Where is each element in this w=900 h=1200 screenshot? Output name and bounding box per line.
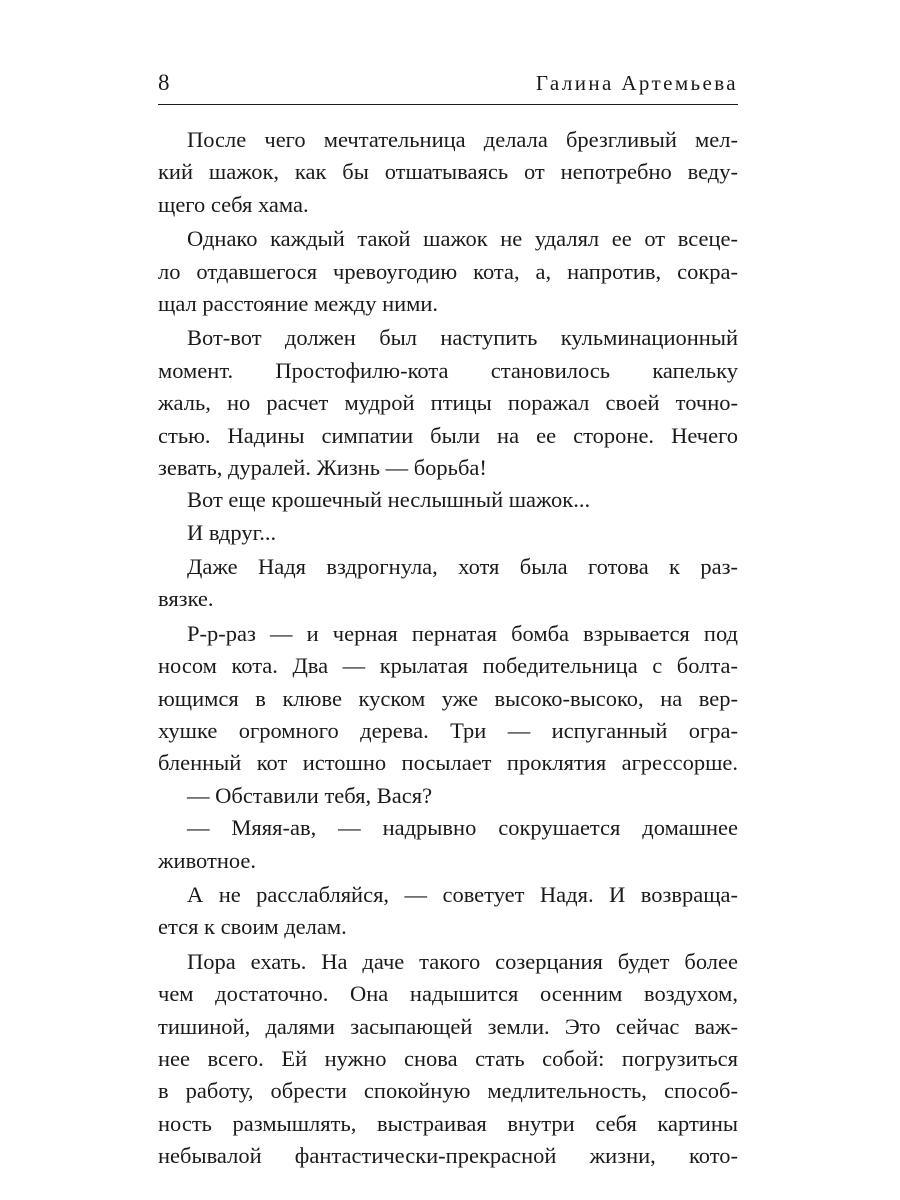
text-line: тишиной, далями засыпающей земли. Это сейчас важ- bbox=[158, 1013, 738, 1039]
text-line: — Мяяя-ав, — надрывно сокрушается домашнее bbox=[187, 815, 738, 841]
text-line: момент. Простофилю-кота становилось капельку bbox=[158, 357, 738, 383]
header-rule bbox=[158, 104, 738, 105]
text-line: Вот еще крошечный неслышный шажок... bbox=[187, 487, 591, 513]
text-line: зевать, дуралей. Жизнь — борьба! bbox=[158, 454, 487, 480]
text-line: нее всего. Ей нужно снова стать собой: погрузиться bbox=[158, 1045, 738, 1071]
text-line: И вдруг... bbox=[187, 519, 277, 545]
text-line: Однако каждый такой шажок не удалял ее от всеце- bbox=[187, 226, 738, 252]
text-line: стью. Надины симпатии были на ее стороне. Нечего bbox=[158, 422, 738, 448]
text-line: щего себя хама. bbox=[158, 191, 309, 217]
text-line: После чего мечтательница делала брезгливый мел- bbox=[187, 127, 738, 152]
text-line: ло отдавшегося чревоугодию кота, а, напротив, сокра- bbox=[158, 258, 738, 284]
text-line: бленный кот истошно посылает проклятия агрессорше. bbox=[158, 750, 738, 776]
text-line: животное. bbox=[158, 847, 257, 873]
text-line: щал расстояние между ними. bbox=[158, 290, 439, 316]
page-number: 8 bbox=[158, 70, 170, 95]
text-line: ющимся в клюве куском уже высоко-высоко, на вер- bbox=[158, 685, 738, 711]
text-line: Пора ехать. На даче такого созерцания будет более bbox=[187, 948, 738, 974]
text-line: носом кота. Два — крылатая победительница с болта- bbox=[158, 653, 738, 679]
text-line: Р-р-раз — и черная пернатая бомба взрывается под bbox=[187, 620, 738, 646]
text-line: жаль, но расчет мудрой птицы поражал своей точно- bbox=[158, 390, 738, 416]
text-line: Даже Надя вздрогнула, хотя была готова к раз- bbox=[187, 554, 738, 580]
body-text bbox=[158, 124, 738, 1173]
text-line: в работу, обрести спокойную медлительность, способ- bbox=[158, 1078, 738, 1104]
text-line: вязке. bbox=[158, 586, 214, 612]
text-line: — Обставили тебя, Вася? bbox=[187, 782, 433, 808]
text-line: ется к своим делам. bbox=[158, 914, 347, 940]
text-line: кий шажок, как бы отшатываясь от непотребно веду- bbox=[158, 159, 738, 185]
running-head-author: Галина Артемьева bbox=[535, 71, 738, 95]
text-line: Вот-вот должен был наступить кульминационный bbox=[187, 325, 738, 351]
text-line: чем достаточно. Она надышится осенним воздухом, bbox=[158, 981, 738, 1007]
text-line: ность размышлять, выстраивая внутри себя картины bbox=[158, 1110, 738, 1136]
text-line: хушке огромного дерева. Три — испуганный огра- bbox=[158, 718, 738, 744]
text-line: небывалой фантастически-прекрасной жизни, кото- bbox=[158, 1143, 738, 1169]
page-header bbox=[158, 68, 738, 98]
text-line: А не расслабляйся, — советует Надя. И возвраща- bbox=[187, 881, 738, 907]
